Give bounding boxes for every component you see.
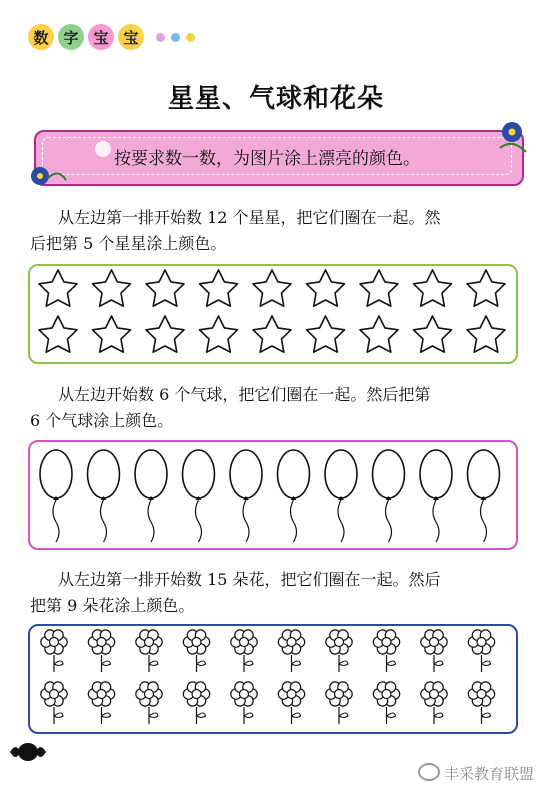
- star-icon[interactable]: [360, 270, 398, 306]
- series-header: [28, 24, 195, 50]
- flower-icon[interactable]: [278, 682, 304, 724]
- flowers-frame: [28, 624, 518, 734]
- flower-icon[interactable]: [88, 630, 114, 672]
- flower-icon[interactable]: [88, 682, 114, 724]
- star-icon[interactable]: [307, 316, 345, 352]
- star-icon[interactable]: [200, 270, 238, 306]
- star-icon[interactable]: [39, 316, 77, 352]
- flower-ornament-icon: [488, 118, 536, 158]
- star-icon[interactable]: [200, 316, 238, 352]
- series-char: 字: [58, 24, 84, 50]
- flower-icon[interactable]: [136, 682, 162, 724]
- banner-text: 按要求数一数，为图片涂上漂亮的颜色。: [114, 149, 420, 169]
- flower-icon[interactable]: [183, 630, 209, 672]
- balloon-icon[interactable]: [373, 450, 405, 542]
- flower-icon[interactable]: [373, 630, 399, 672]
- balloons-grid: [30, 442, 515, 547]
- instruction-line: 从左边第一排开始数 12 个星星，把它们圈在一起。然: [58, 208, 441, 227]
- flower-icon[interactable]: [41, 682, 67, 724]
- series-char: 数: [28, 24, 54, 50]
- star-icon[interactable]: [39, 270, 77, 306]
- instruction-line: 6 个气球涂上颜色。: [30, 411, 174, 430]
- balloon-icon[interactable]: [88, 450, 120, 542]
- flowers-grid: [30, 626, 515, 731]
- flower-icon[interactable]: [468, 682, 494, 724]
- watermark-text: 丰采教育联盟: [443, 765, 534, 783]
- star-icon[interactable]: [146, 270, 184, 306]
- stars-grid: [30, 266, 515, 361]
- flower-icon[interactable]: [468, 630, 494, 672]
- flower-ornament-icon: [24, 158, 68, 192]
- star-icon[interactable]: [414, 316, 452, 352]
- instruction-line: 从左边开始数 6 个气球，把它们圈在一起。然后把第: [58, 385, 431, 404]
- star-icon[interactable]: [467, 316, 505, 352]
- balloon-icon[interactable]: [420, 450, 452, 542]
- instruction-line: 从左边第一排开始数 15 朵花，把它们圈在一起。然后: [58, 570, 441, 589]
- balloon-icon[interactable]: [183, 450, 215, 542]
- star-icon[interactable]: [253, 270, 291, 306]
- series-char: 宝: [88, 24, 114, 50]
- star-icon[interactable]: [146, 316, 184, 352]
- balloon-icon[interactable]: [325, 450, 357, 542]
- star-icon[interactable]: [467, 270, 505, 306]
- star-icon[interactable]: [93, 316, 131, 352]
- star-icon[interactable]: [307, 270, 345, 306]
- star-icon[interactable]: [414, 270, 452, 306]
- stars-frame: [28, 264, 518, 364]
- instruction-line: 把第 9 朵花涂上颜色。: [30, 596, 195, 615]
- flower-icon[interactable]: [421, 630, 447, 672]
- flower-icon[interactable]: [231, 682, 257, 724]
- balloon-icon[interactable]: [230, 450, 262, 542]
- dot: [156, 33, 165, 42]
- page-ornament-icon: [8, 740, 48, 764]
- instruction-line: 后把第 5 个星星涂上颜色。: [30, 234, 227, 253]
- star-icon[interactable]: [253, 316, 291, 352]
- flower-icon[interactable]: [41, 630, 67, 672]
- balloon-icon[interactable]: [278, 450, 310, 542]
- flower-icon[interactable]: [136, 630, 162, 672]
- flower-icon[interactable]: [183, 682, 209, 724]
- balloons-frame: [28, 440, 518, 550]
- instruction-banner: [34, 130, 524, 186]
- page-title: 星星、气球和花朵: [167, 84, 384, 114]
- star-icon[interactable]: [360, 316, 398, 352]
- series-char: 宝: [118, 24, 144, 50]
- dot: [186, 33, 195, 42]
- flower-icon[interactable]: [278, 630, 304, 672]
- wechat-icon: [418, 763, 440, 781]
- watermark: [418, 763, 534, 784]
- flower-icon[interactable]: [326, 630, 352, 672]
- balloon-icon[interactable]: [40, 450, 72, 542]
- balloon-icon[interactable]: [468, 450, 500, 542]
- flower-icon[interactable]: [421, 682, 447, 724]
- flower-icon[interactable]: [373, 682, 399, 724]
- flower-icon[interactable]: [231, 630, 257, 672]
- sparkle-icon: [92, 138, 114, 160]
- flower-icon[interactable]: [326, 682, 352, 724]
- balloon-icon[interactable]: [135, 450, 167, 542]
- decorative-dots: [156, 33, 195, 42]
- star-icon[interactable]: [93, 270, 131, 306]
- dot: [171, 33, 180, 42]
